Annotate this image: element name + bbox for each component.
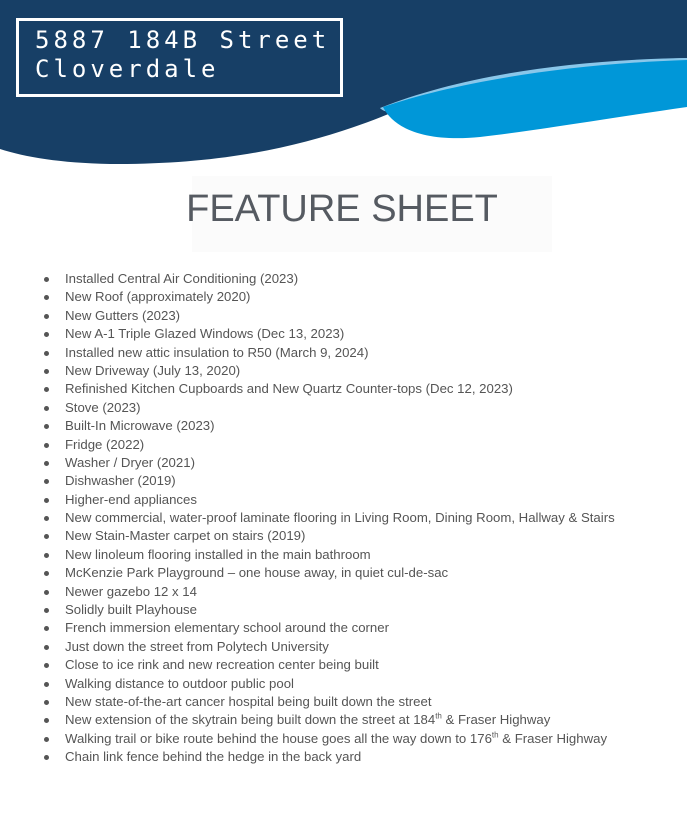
feature-item: [40, 509, 615, 527]
bullet-icon: [44, 295, 49, 300]
bullet-icon: [44, 608, 49, 613]
feature-text: Close to ice rink and new recreation center being built: [65, 657, 379, 673]
bullet-icon: [44, 534, 49, 539]
feature-text: Dishwasher (2019): [65, 473, 176, 489]
bullet-icon: [44, 424, 49, 429]
bullet-icon: [44, 737, 49, 742]
feature-item: [40, 527, 615, 545]
feature-text: Higher-end appliances: [65, 491, 197, 507]
feature-text: & Fraser Highway: [498, 730, 608, 746]
bullet-icon: [44, 387, 49, 392]
bullet-icon: [44, 553, 49, 558]
bullet-icon: [44, 498, 49, 503]
feature-item: [40, 693, 615, 711]
feature-text: French immersion elementary school around the corner: [65, 620, 389, 636]
title-banner: [186, 176, 552, 252]
feature-item: [40, 436, 615, 454]
bullet-icon: [44, 700, 49, 705]
feature-item: [40, 546, 615, 564]
feature-text: Solidly built Playhouse: [65, 602, 197, 618]
feature-item: [40, 288, 615, 306]
feature-text: Walking distance to outdoor public pool: [65, 675, 294, 691]
feature-item: [40, 399, 615, 417]
feature-item-fence: [40, 748, 615, 766]
bullet-icon: [44, 516, 49, 521]
bullet-icon: [44, 755, 49, 760]
feature-text: New commercial, water-proof laminate flooring in Living Room, Dining Room, Hallway & Stairs: [65, 510, 615, 526]
bullet-icon: [44, 682, 49, 687]
bullet-icon: [44, 314, 49, 319]
feature-text: Installed new attic insulation to R50 (March 9, 2024): [65, 344, 369, 360]
feature-text: Walking trail or bike route behind the house goes all the way down to 176: [65, 730, 492, 746]
feature-item: [40, 675, 615, 693]
feature-item: [40, 601, 615, 619]
bullet-icon: [44, 590, 49, 595]
feature-item: [40, 325, 615, 343]
bullet-icon: [44, 332, 49, 337]
feature-text: New state-of-the-art cancer hospital being built down the street: [65, 693, 432, 709]
ordinal-suffix: th: [491, 730, 499, 740]
feature-item: [40, 619, 615, 637]
bullet-icon: [44, 369, 49, 374]
feature-text: Newer gazebo 12 x 14: [65, 583, 197, 599]
feature-item-trail: [40, 730, 615, 748]
feature-text: Built-In Microwave (2023): [65, 418, 215, 434]
feature-text: Stove (2023): [65, 399, 141, 415]
feature-text: Just down the street from Polytech University: [65, 638, 329, 654]
feature-text: McKenzie Park Playground – one house away, in quiet cul-de-sac: [65, 565, 449, 581]
feature-item: [40, 454, 615, 472]
feature-item: [40, 270, 615, 288]
bullet-icon: [44, 443, 49, 448]
feature-item: [40, 472, 615, 490]
address-street: 5887 184B Street: [35, 26, 331, 54]
feature-item: [40, 656, 615, 674]
bullet-icon: [44, 277, 49, 282]
bullet-icon: [44, 571, 49, 576]
feature-text: New Driveway (July 13, 2020): [65, 362, 241, 378]
feature-text: & Fraser Highway: [441, 712, 551, 728]
feature-text: Chain link fence behind the hedge in the back yard: [65, 749, 362, 765]
feature-item: [40, 344, 615, 362]
feature-text: New Stain-Master carpet on stairs (2019): [65, 528, 306, 544]
feature-text: New A-1 Triple Glazed Windows (Dec 13, 2023): [65, 326, 345, 342]
bullet-icon: [44, 461, 49, 466]
page-title: FEATURE SHEET: [186, 188, 498, 230]
feature-item: [40, 362, 615, 380]
bullet-icon: [44, 406, 49, 411]
feature-text: New Gutters (2023): [65, 307, 181, 323]
feature-text: New linoleum flooring installed in the main bathroom: [65, 546, 371, 562]
feature-item: [40, 380, 615, 398]
feature-item: [40, 564, 615, 582]
feature-item-skytrain: [40, 711, 615, 729]
bullet-icon: [44, 663, 49, 668]
ordinal-suffix: th: [435, 711, 442, 721]
feature-item: [40, 307, 615, 325]
feature-text: New extension of the skytrain being built down the street at 184: [65, 712, 436, 728]
feature-item: [40, 638, 615, 656]
bullet-icon: [44, 479, 49, 484]
feature-text: Washer / Dryer (2021): [65, 454, 195, 470]
bullet-icon: [44, 626, 49, 631]
bullet-icon: [44, 645, 49, 650]
bullet-icon: [44, 718, 49, 723]
feature-item: [40, 417, 615, 435]
feature-text: Installed Central Air Conditioning (2023): [65, 271, 299, 286]
feature-list: [40, 270, 615, 767]
address-box: [16, 18, 343, 97]
address-city: Cloverdale: [35, 55, 220, 83]
feature-text: New Roof (approximately 2020): [65, 289, 251, 305]
feature-item: [40, 583, 615, 601]
feature-text: Refinished Kitchen Cupboards and New Quartz Counter-tops (Dec 12, 2023): [65, 381, 513, 397]
bullet-icon: [44, 351, 49, 356]
feature-item: [40, 491, 615, 509]
feature-text: Fridge (2022): [65, 436, 145, 452]
